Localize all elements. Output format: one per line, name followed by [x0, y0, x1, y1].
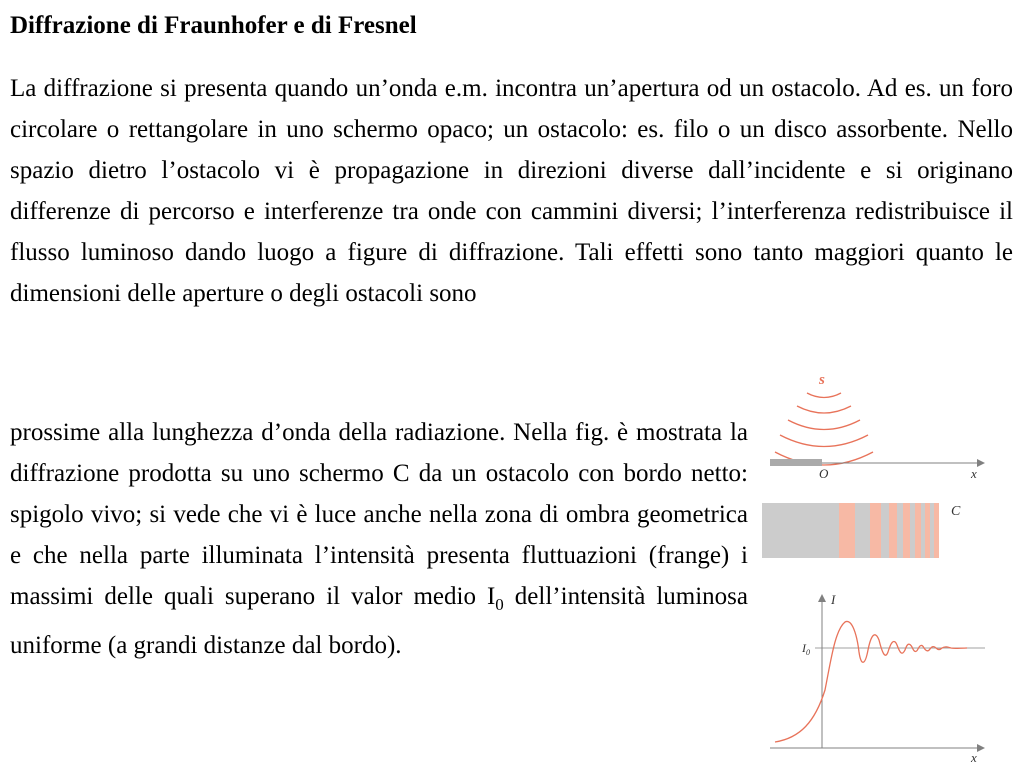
screen-label: C: [951, 504, 961, 519]
wavefront-arc-4: [780, 435, 868, 447]
paragraph-text-before: prossime alla lunghezza d’onda della radiazione. Nella fig. è mostrata la diffrazione prodotta su uno schermo C da un ostacolo con bordo netto: spigolo vivo; si vede che vi è luce anche nella zona di ombra geometrica e che nella parte illuminata l’intensità presenta fluttuazioni (frange) i massimi delle quali superano il valor medio: [10, 419, 748, 610]
mean-intensity-subscript: 0: [806, 648, 810, 657]
mean-intensity-symbol: I: [802, 641, 806, 655]
origin-label: O: [819, 466, 829, 481]
fringe-2: [870, 503, 881, 558]
diffraction-figure: [755, 360, 1020, 768]
wavefronts: [775, 393, 873, 465]
obstacle-edge: [770, 459, 822, 466]
fringe-7: [934, 503, 939, 558]
fringe-5: [915, 503, 921, 558]
wavefront-arc-1: [807, 393, 841, 398]
intensity-axis-arrow: [818, 594, 826, 602]
paragraph-text-after: dell’intensità luminosa uniforme (a grandi distanze dal bordo).: [10, 583, 748, 659]
intensity-curve: [775, 621, 967, 742]
paragraph-description: [10, 412, 748, 666]
x-axis-top-arrow: [977, 459, 985, 467]
intensity-axis-label: I: [831, 592, 836, 607]
source-label: s: [819, 372, 825, 388]
fringe-6: [925, 503, 930, 558]
paragraph-intro: La diffrazione si presenta quando un’onda e.m. incontra un’apertura od un ostacolo. Ad es. un foro circolare o rettangolare in uno schermo opaco; un ostacolo: es. filo o un disco assorbente. Nello spazio dietro l’ostacolo vi è propagazione in direzioni diverse dall’incidente e si originano differenze di percorso e interferenze tra onde con cammini diversi; l’interferenza redistribuisce il flusso luminoso dando luogo a figure di diffrazione. Tali effetti sono tanto maggiori quanto le dimensioni delle aperture o degli ostacoli sono: [10, 75, 1013, 307]
diffraction-diagram: [755, 360, 1020, 768]
intensity-symbol: I: [486, 583, 496, 610]
x-axis-bottom-arrow: [977, 744, 985, 752]
fringe-1: [839, 503, 855, 558]
page-title: Diffrazione di Fraunhofer e di Fresnel: [10, 12, 417, 39]
wavefront-arc-2: [797, 406, 851, 413]
fringe-4: [903, 503, 910, 558]
fringe-3: [889, 503, 897, 558]
intensity-subscript: 0: [495, 595, 504, 614]
x-axis-bottom-label: x: [971, 750, 977, 765]
mean-intensity-label: [801, 641, 810, 657]
x-axis-top-label: x: [971, 466, 977, 481]
screen-c: [762, 503, 939, 558]
wavefront-arc-3: [788, 420, 860, 430]
